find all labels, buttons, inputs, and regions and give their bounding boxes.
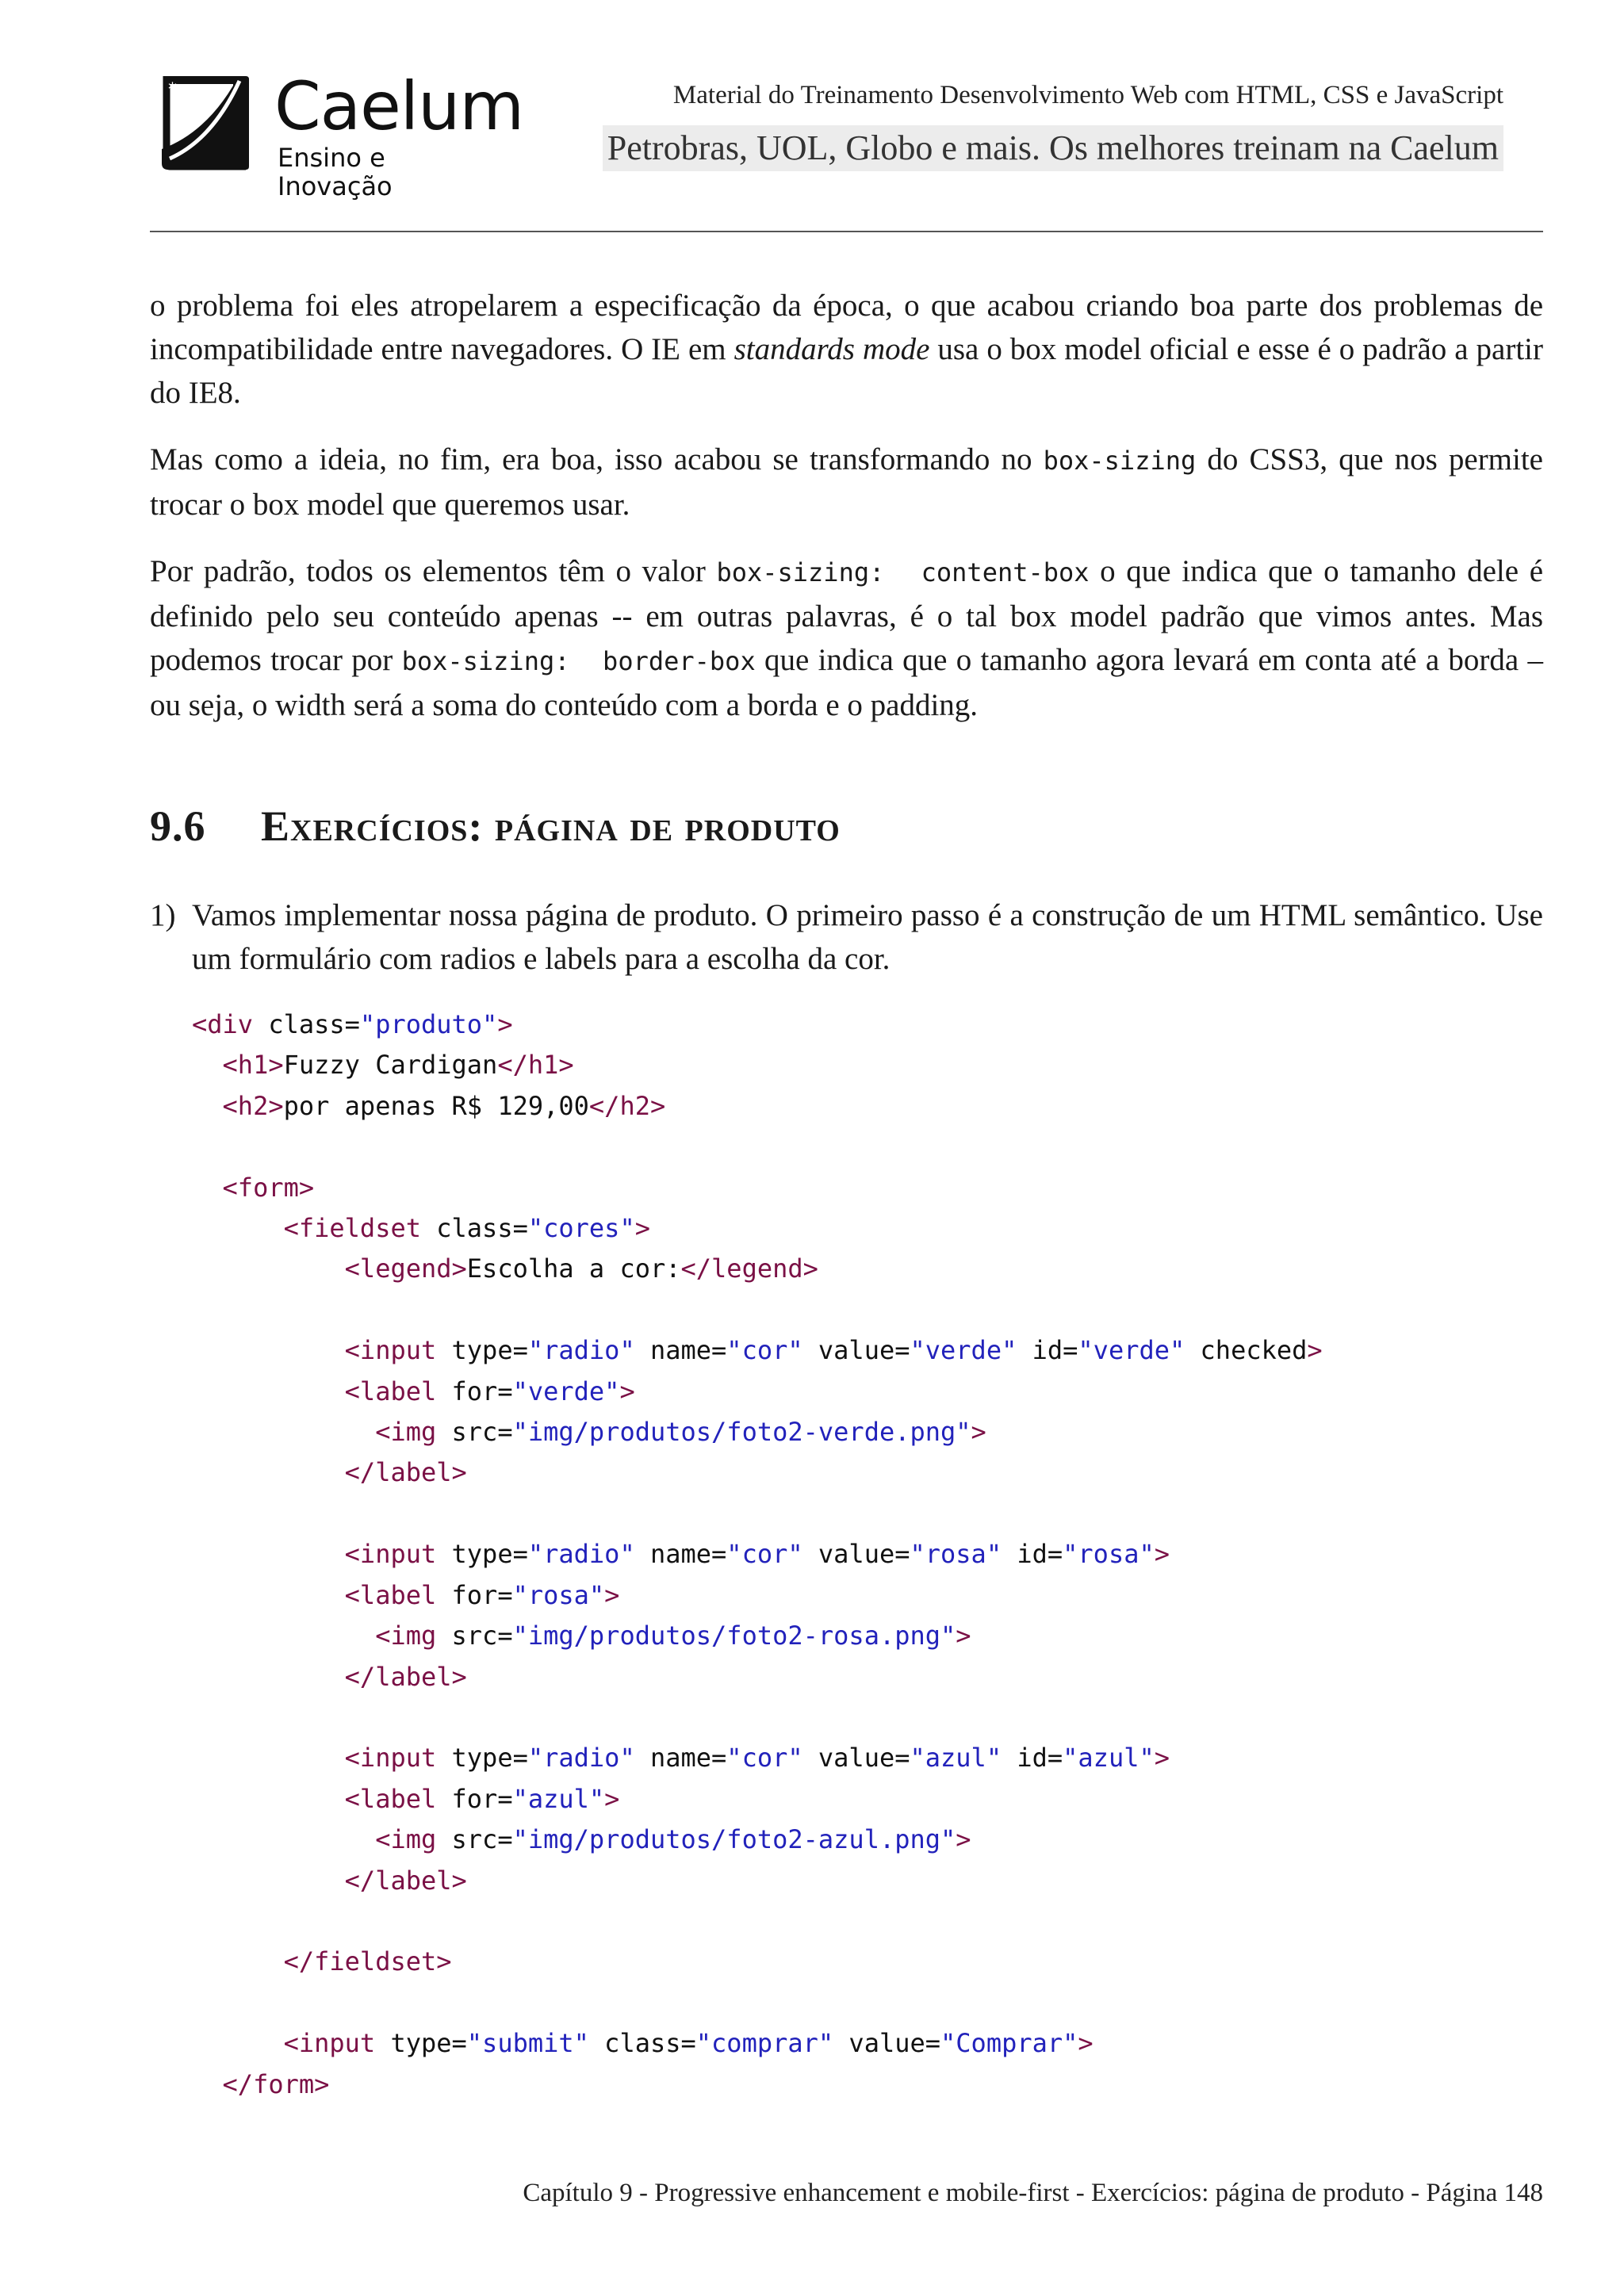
code-token: "cor" — [726, 1335, 803, 1366]
p2-text-b: do CSS3, que nos permite trocar o box model que queremos usar. — [150, 442, 1543, 522]
p1-emphasis: standards mode — [733, 332, 930, 366]
code-line — [192, 1168, 1543, 1208]
code-token: "cor" — [726, 1539, 803, 1570]
paragraph-1 — [150, 284, 1543, 415]
code-token — [192, 1824, 375, 1854]
code-token: value= — [833, 2028, 941, 2059]
code-token — [192, 1417, 375, 1447]
code-token: <div — [192, 1009, 254, 1039]
code-token: name= — [634, 1335, 727, 1366]
code-token — [192, 1743, 345, 1773]
code-line — [192, 1290, 1543, 1330]
code-token: <fieldset — [283, 1213, 421, 1244]
code-line — [192, 1697, 1543, 1738]
paragraph-2 — [150, 438, 1543, 526]
code-line — [192, 1575, 1543, 1616]
code-token: class= — [253, 1009, 360, 1039]
code-token: "rosa" — [512, 1579, 605, 1610]
code-token: <img — [375, 1824, 437, 1855]
code-line — [192, 1127, 1543, 1167]
code-token: <legend> — [344, 1253, 467, 1284]
code-token: </label> — [344, 1865, 467, 1896]
code-token: id= — [1002, 1743, 1063, 1774]
code-token: "verde" — [910, 1335, 1017, 1366]
code-token: por apenas R$ 129,00 — [283, 1090, 589, 1121]
code-token: "verde" — [512, 1376, 620, 1406]
code-block — [192, 1004, 1543, 2105]
code-token: > — [619, 1376, 635, 1406]
p3-text-b: o que indica que o tamanho dele é definido pelo seu conteúdo apenas -- em outras palavras, é o tal box model padrão que vimos antes. Mas podemos trocar por — [150, 554, 1544, 677]
p2-text-a: Mas como a ideia, no fim, era boa, isso acabou se transformando no — [150, 442, 1044, 476]
code-token: > — [604, 1783, 620, 1814]
code-token: "Comprar" — [940, 2028, 1078, 2059]
code-token: "produto" — [359, 1009, 498, 1039]
code-line — [192, 1208, 1543, 1249]
code-token — [192, 2028, 284, 2058]
code-token: "img/produtos/foto2-azul.png" — [512, 1824, 956, 1855]
code-token — [192, 1946, 284, 1976]
code-token — [192, 2069, 223, 2099]
code-line — [192, 2064, 1543, 2105]
code-token: name= — [634, 1539, 727, 1570]
code-token: > — [497, 1009, 513, 1039]
code-token: type= — [436, 1335, 528, 1366]
page-footer: Capítulo 9 - Progressive enhancement e mobile-first - Exercícios: página de produto - Página 148 — [523, 2179, 1543, 2207]
code-token: "submit" — [466, 2028, 589, 2059]
code-token: "rosa" — [1063, 1539, 1155, 1570]
code-token — [192, 1173, 223, 1203]
code-line — [192, 1452, 1543, 1493]
code-line — [192, 1983, 1543, 2023]
code-token — [192, 1662, 345, 1692]
code-token: > — [604, 1579, 620, 1610]
code-token: <form> — [222, 1172, 315, 1203]
code-token: > — [1078, 2028, 1094, 2059]
header-slogan: Petrobras, UOL, Globo e mais. Os melhores treinam na Caelum — [603, 125, 1503, 171]
code-token: > — [956, 1621, 971, 1651]
code-token — [192, 1457, 345, 1487]
code-token: "verde" — [1078, 1335, 1185, 1366]
code-line — [192, 1616, 1543, 1656]
code-line — [192, 1657, 1543, 1697]
code-token: </h1> — [497, 1050, 574, 1081]
code-token: <h1> — [222, 1050, 284, 1081]
svg-text:*: * — [168, 80, 177, 100]
code-token: "radio" — [527, 1335, 635, 1366]
code-token: <h2> — [222, 1090, 284, 1121]
header-course-title: Material do Treinamento Desenvolvimento Web com HTML, CSS e JavaScript — [672, 81, 1503, 109]
code-token: "cor" — [726, 1743, 803, 1774]
code-token: value= — [802, 1743, 910, 1774]
code-token — [192, 1376, 345, 1406]
code-line — [192, 1942, 1543, 1982]
code-token: name= — [634, 1743, 727, 1774]
code-token: checked — [1185, 1335, 1308, 1366]
code-token: class= — [588, 2028, 696, 2059]
code-token: src= — [436, 1621, 513, 1651]
code-line — [192, 1534, 1543, 1575]
code-token: > — [1154, 1539, 1170, 1570]
code-line — [192, 1412, 1543, 1452]
code-token: id= — [1002, 1539, 1063, 1570]
exercise-item — [150, 894, 1543, 981]
caelum-logo — [157, 67, 524, 201]
code-token: <input — [283, 2028, 376, 2059]
code-token — [192, 1784, 345, 1814]
code-token: <label — [344, 1783, 437, 1814]
code-line — [192, 1004, 1543, 1045]
code-line — [192, 1901, 1543, 1942]
logo-name: Caelum — [274, 67, 524, 145]
p1-text-b: usa o box model oficial e esse é o padrão a partir do IE8. — [150, 332, 1543, 410]
code-token — [192, 1335, 345, 1365]
exercise-marker: 1) — [150, 898, 176, 932]
header-divider — [150, 231, 1543, 232]
code-token: > — [1307, 1335, 1323, 1366]
code-token: "img/produtos/foto2-rosa.png" — [512, 1621, 956, 1651]
code-token: src= — [436, 1417, 513, 1448]
code-token: </fieldset> — [283, 1946, 452, 1977]
code-token: <input — [344, 1539, 437, 1570]
code-token: value= — [802, 1539, 910, 1570]
code-token — [192, 1580, 345, 1610]
p1-text-a: o problema foi eles atropelarem a especificação da época, o que acabou criando boa parte dos problemas de incompatibilidade entre navegadores. O IE em — [150, 289, 1543, 366]
caelum-logo-icon — [157, 70, 252, 173]
page-content — [150, 284, 1543, 2105]
code-line — [192, 1861, 1543, 1901]
code-token — [192, 1091, 223, 1121]
code-token — [192, 1213, 284, 1243]
code-token: class= — [420, 1213, 528, 1244]
section-title: Exercícios: página de produto — [261, 802, 841, 850]
code-token: "cores" — [527, 1213, 635, 1244]
code-line — [192, 1249, 1543, 1289]
code-token: "azul" — [512, 1783, 605, 1814]
code-token: "img/produtos/foto2-verde.png" — [512, 1417, 971, 1448]
code-token — [192, 1866, 345, 1896]
section-number: 9.6 — [150, 802, 206, 850]
code-token: Escolha a cor: — [466, 1253, 681, 1284]
code-token: for= — [436, 1579, 513, 1610]
code-token: <label — [344, 1376, 437, 1406]
code-token: > — [971, 1417, 986, 1448]
p3-code-2: box-sizing: border-box — [401, 646, 756, 676]
p3-text-a: Por padrão, todos os elementos têm o valor — [150, 554, 717, 588]
code-line — [192, 1372, 1543, 1412]
code-token: for= — [436, 1376, 513, 1406]
code-token: </legend> — [680, 1253, 818, 1284]
p2-code: box-sizing — [1043, 446, 1197, 476]
p3-text-c: que indica que o tamanho agora levará em conta até a borda – ou seja, o width será a soma do conteúdo com a borda e o padding. — [150, 643, 1543, 722]
section-heading — [150, 798, 1543, 854]
code-line — [192, 1738, 1543, 1778]
code-token: "radio" — [527, 1539, 635, 1570]
exercise-text: Vamos implementar nossa página de produto. O primeiro passo é a construção de um HTML semântico. Use um formulário com radios e labels para a escolha da cor. — [192, 898, 1543, 976]
paragraph-3 — [150, 549, 1543, 727]
code-token: </form> — [222, 2068, 330, 2099]
code-line — [192, 1779, 1543, 1820]
p3-code-1: box-sizing: content-box — [716, 557, 1090, 587]
code-token: <input — [344, 1743, 437, 1774]
code-token: type= — [375, 2028, 467, 2059]
code-line — [192, 2023, 1543, 2064]
code-line — [192, 1820, 1543, 1860]
code-token: </label> — [344, 1661, 467, 1692]
code-token: <input — [344, 1335, 437, 1366]
code-token: value= — [802, 1335, 910, 1366]
code-line — [192, 1086, 1543, 1127]
code-token — [192, 1050, 223, 1080]
code-token: type= — [436, 1743, 528, 1774]
code-token: "azul" — [1063, 1743, 1155, 1774]
code-token — [192, 1539, 345, 1569]
code-token: > — [1154, 1743, 1170, 1774]
code-token: <label — [344, 1579, 437, 1610]
code-token: "rosa" — [910, 1539, 1002, 1570]
code-token: </label> — [344, 1457, 467, 1488]
code-token: Fuzzy Cardigan — [283, 1050, 498, 1081]
code-token: for= — [436, 1783, 513, 1814]
code-line — [192, 1330, 1543, 1371]
code-token — [192, 1621, 375, 1651]
logo-tagline: Ensino e Inovação — [278, 143, 393, 201]
code-token: "radio" — [527, 1743, 635, 1774]
code-token: type= — [436, 1539, 528, 1570]
code-line — [192, 1494, 1543, 1534]
code-token — [192, 1253, 345, 1284]
code-token: > — [956, 1824, 971, 1855]
code-token: </h2> — [588, 1090, 666, 1121]
code-token: <img — [375, 1417, 437, 1448]
code-token: <img — [375, 1621, 437, 1651]
code-token: id= — [1017, 1335, 1078, 1366]
code-token: src= — [436, 1824, 513, 1855]
code-line — [192, 1045, 1543, 1085]
code-token: > — [634, 1213, 650, 1244]
code-token: "comprar" — [695, 2028, 834, 2059]
code-token: "azul" — [910, 1743, 1002, 1774]
